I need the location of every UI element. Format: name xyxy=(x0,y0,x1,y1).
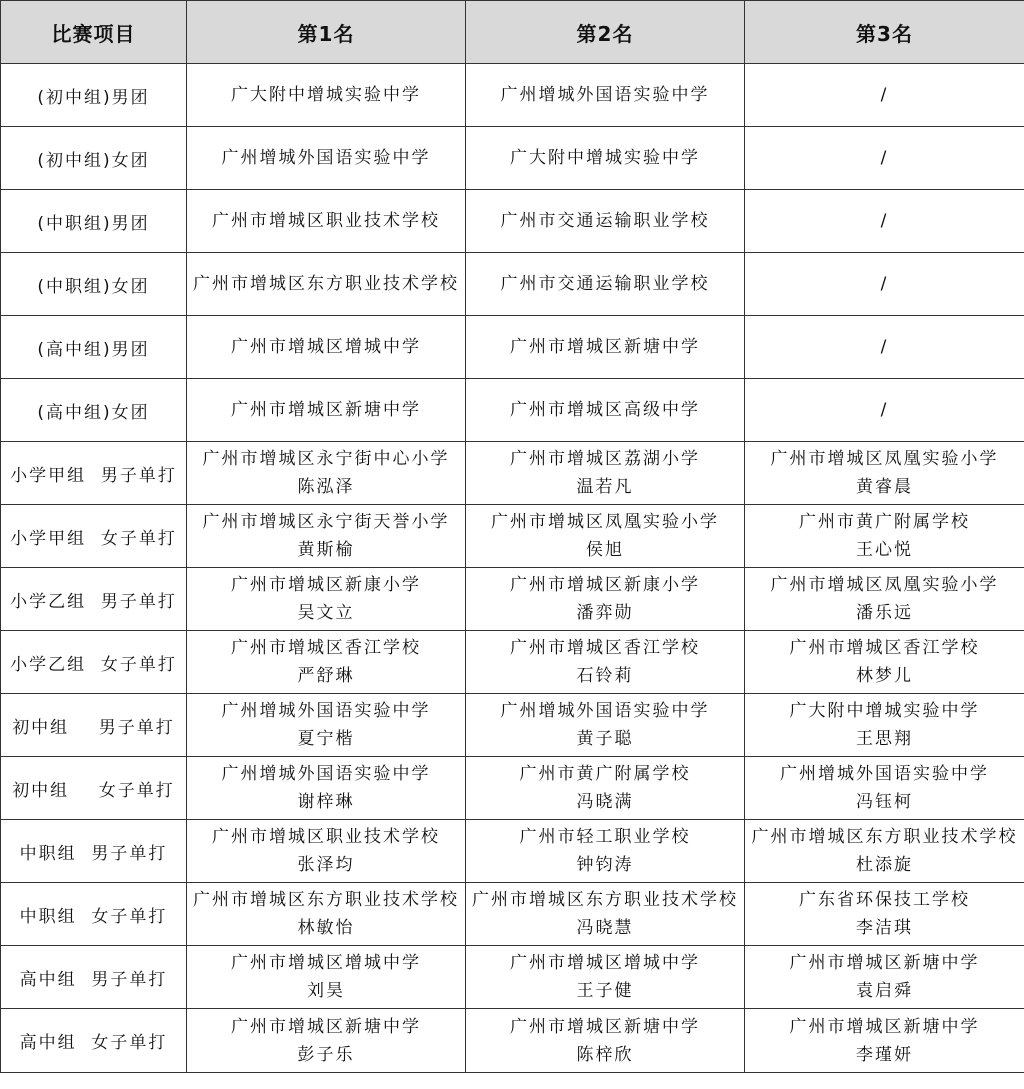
header-row xyxy=(1,1,1024,64)
header-first-place: 第1名 xyxy=(187,1,466,64)
second-place-cell xyxy=(466,316,745,379)
third-place-player: 冯钰柯 xyxy=(856,792,913,812)
third-place-player: 袁启舜 xyxy=(856,981,913,1001)
second-place-school: 广州市增城区新塘中学 xyxy=(510,337,700,357)
second-place-player: 石铃莉 xyxy=(576,666,634,686)
table-row xyxy=(1,442,1024,505)
second-place-school: 广州市交通运输职业学校 xyxy=(500,211,710,231)
table-row xyxy=(1,64,1024,127)
second-place-school: 广州市增城区增城中学 xyxy=(510,953,700,973)
first-place-player: 张泽均 xyxy=(297,855,355,875)
third-place-school: 广大附中增城实验中学 xyxy=(789,701,980,721)
event-cell: 中职组 女子单打 xyxy=(1,883,187,946)
third-place-cell xyxy=(745,190,1024,253)
second-place-player: 冯晓满 xyxy=(576,792,634,812)
third-place-school: 广州市黄广附属学校 xyxy=(799,512,970,532)
table-row xyxy=(1,253,1024,316)
first-place-school: 广州市增城区香江学校 xyxy=(231,638,421,658)
third-place-school: / xyxy=(880,211,889,231)
second-place-cell xyxy=(466,883,745,946)
event-cell: 小学甲组 男子单打 xyxy=(1,442,187,505)
second-place-cell xyxy=(466,505,745,568)
event-cell: (初中组)女团 xyxy=(1,127,187,190)
third-place-cell xyxy=(745,946,1024,1009)
first-place-player: 吴文立 xyxy=(297,603,355,623)
second-place-player: 钟钧涛 xyxy=(576,855,634,875)
first-place-school: 广州市增城区东方职业技术学校 xyxy=(193,890,459,910)
second-place-school: 广州市增城区凤凰实验小学 xyxy=(491,512,719,532)
third-place-cell xyxy=(745,568,1024,631)
first-place-school: 广州市增城区新塘中学 xyxy=(231,1016,421,1037)
third-place-cell xyxy=(745,316,1024,379)
event-cell: (高中组)男团 xyxy=(1,316,187,379)
first-place-school: 广州市增城区职业技术学校 xyxy=(212,827,440,847)
event-cell: 中职组 男子单打 xyxy=(1,820,187,883)
table-row xyxy=(1,316,1024,379)
first-place-cell xyxy=(187,883,466,946)
event-cell: (高中组)女团 xyxy=(1,379,187,442)
first-place-school: 广州市增城区增城中学 xyxy=(231,337,421,357)
event-cell: 小学甲组 女子单打 xyxy=(1,505,187,568)
third-place-cell xyxy=(745,757,1024,820)
first-place-cell xyxy=(187,631,466,694)
second-place-cell xyxy=(466,631,745,694)
second-place-player: 潘弈勋 xyxy=(576,603,634,623)
first-place-player: 林敏怡 xyxy=(297,918,355,938)
first-place-cell xyxy=(187,253,466,316)
third-place-school: 广州市增城区新塘中学 xyxy=(789,1016,980,1037)
table-row xyxy=(1,379,1024,442)
first-place-school: 广州增城外国语实验中学 xyxy=(221,148,431,168)
third-place-school: 广州市增城区香江学校 xyxy=(789,638,980,658)
first-place-player: 夏宁楷 xyxy=(297,729,355,749)
third-place-school: / xyxy=(880,148,889,168)
header-second-place: 第2名 xyxy=(466,1,745,64)
first-place-cell xyxy=(187,505,466,568)
second-place-player: 王子健 xyxy=(576,981,634,1001)
third-place-cell xyxy=(745,127,1024,190)
third-place-cell xyxy=(745,1009,1024,1073)
third-place-school: 广州市增城区东方职业技术学校 xyxy=(751,827,1018,847)
third-place-school: 广州市增城区凤凰实验小学 xyxy=(770,449,999,469)
third-place-school: / xyxy=(880,400,889,420)
event-cell: (中职组)女团 xyxy=(1,253,187,316)
event-cell: 小学乙组 女子单打 xyxy=(1,631,187,694)
table-row xyxy=(1,694,1024,757)
event-cell: 初中组 女子单打 xyxy=(1,757,187,820)
first-place-player: 陈泓泽 xyxy=(297,477,355,497)
second-place-player: 陈梓欣 xyxy=(576,1044,634,1065)
third-place-player: 王心悦 xyxy=(856,540,913,560)
second-place-cell xyxy=(466,442,745,505)
third-place-player: 黄睿晨 xyxy=(856,477,913,497)
table-row xyxy=(1,946,1024,1009)
header-event: 比赛项目 xyxy=(1,1,187,64)
first-place-school: 广州市增城区永宁街中心小学 xyxy=(202,449,450,469)
first-place-school: 广大附中增城实验中学 xyxy=(231,85,421,105)
third-place-cell xyxy=(745,883,1024,946)
third-place-cell xyxy=(745,64,1024,127)
third-place-school: / xyxy=(880,337,889,357)
first-place-school: 广州市增城区职业技术学校 xyxy=(212,211,440,231)
first-place-school: 广州市增城区新塘中学 xyxy=(231,400,421,420)
header-third-place: 第3名 xyxy=(745,1,1024,64)
event-cell: 高中组 女子单打 xyxy=(1,1009,187,1073)
table-row xyxy=(1,190,1024,253)
first-place-cell xyxy=(187,757,466,820)
second-place-school: 广州市黄广附属学校 xyxy=(519,764,691,784)
first-place-school: 广州增城外国语实验中学 xyxy=(221,701,431,721)
first-place-cell xyxy=(187,127,466,190)
second-place-cell xyxy=(466,820,745,883)
third-place-player: 李瑾妍 xyxy=(856,1044,913,1065)
second-place-school: 广州市增城区新塘中学 xyxy=(510,1016,700,1037)
first-place-player: 刘昊 xyxy=(307,981,345,1001)
second-place-cell xyxy=(466,568,745,631)
third-place-cell xyxy=(745,253,1024,316)
table-row xyxy=(1,505,1024,568)
third-place-player: 林梦儿 xyxy=(856,666,913,686)
third-place-school: / xyxy=(880,85,889,105)
first-place-player: 黄斯榆 xyxy=(297,540,355,560)
second-place-cell xyxy=(466,64,745,127)
third-place-cell xyxy=(745,694,1024,757)
second-place-school: 广州市增城区高级中学 xyxy=(510,400,700,420)
event-cell: 小学乙组 男子单打 xyxy=(1,568,187,631)
second-place-school: 广州市轻工职业学校 xyxy=(519,827,691,847)
third-place-player: 潘乐远 xyxy=(856,603,913,623)
third-place-player: 王思翔 xyxy=(856,729,913,749)
third-place-cell xyxy=(745,505,1024,568)
third-place-school: / xyxy=(880,274,889,294)
first-place-cell xyxy=(187,568,466,631)
second-place-cell xyxy=(466,757,745,820)
third-place-player: 杜添旋 xyxy=(856,855,913,875)
table-row xyxy=(1,820,1024,883)
second-place-school: 广州增城外国语实验中学 xyxy=(500,701,710,721)
first-place-school: 广州市增城区增城中学 xyxy=(231,953,421,973)
first-place-school: 广州市增城区永宁街天誉小学 xyxy=(202,512,450,532)
second-place-cell xyxy=(466,253,745,316)
third-place-school: 广州市增城区凤凰实验小学 xyxy=(770,575,999,595)
first-place-player: 谢梓琳 xyxy=(297,792,355,812)
first-place-cell xyxy=(187,190,466,253)
first-place-cell xyxy=(187,946,466,1009)
second-place-school: 广州市增城区东方职业技术学校 xyxy=(472,890,738,910)
third-place-school: 广州市增城区新塘中学 xyxy=(789,953,980,973)
table-row xyxy=(1,757,1024,820)
second-place-player: 侯旭 xyxy=(586,540,624,560)
table-row xyxy=(1,631,1024,694)
third-place-school: 广东省环保技工学校 xyxy=(799,890,970,910)
third-place-player: 李洁琪 xyxy=(856,918,913,938)
second-place-cell xyxy=(466,694,745,757)
event-cell: 初中组 男子单打 xyxy=(1,694,187,757)
first-place-cell xyxy=(187,316,466,379)
first-place-cell xyxy=(187,694,466,757)
first-place-school: 广州市增城区新康小学 xyxy=(231,575,421,595)
third-place-cell xyxy=(745,379,1024,442)
second-place-school: 广州市增城区荔湖小学 xyxy=(510,449,700,469)
table-row xyxy=(1,568,1024,631)
second-place-cell xyxy=(466,190,745,253)
second-place-cell xyxy=(466,946,745,1009)
table-row xyxy=(1,883,1024,946)
second-place-school: 广州市交通运输职业学校 xyxy=(500,274,710,294)
second-place-cell xyxy=(466,1009,745,1073)
second-place-player: 温若凡 xyxy=(576,477,634,497)
first-place-school: 广州增城外国语实验中学 xyxy=(221,764,431,784)
first-place-cell xyxy=(187,379,466,442)
event-cell: (初中组)男团 xyxy=(1,64,187,127)
second-place-cell xyxy=(466,127,745,190)
first-place-player: 严舒琳 xyxy=(297,666,355,686)
second-place-school: 广大附中增城实验中学 xyxy=(510,148,700,168)
second-place-player: 冯晓慧 xyxy=(576,918,634,938)
results-body xyxy=(1,64,1024,1073)
third-place-school: 广州增城外国语实验中学 xyxy=(780,764,989,784)
third-place-cell xyxy=(745,442,1024,505)
first-place-school: 广州市增城区东方职业技术学校 xyxy=(193,274,459,294)
event-cell: (中职组)男团 xyxy=(1,190,187,253)
table-row xyxy=(1,1009,1024,1073)
second-place-school: 广州增城外国语实验中学 xyxy=(500,85,710,105)
first-place-cell xyxy=(187,1009,466,1073)
third-place-cell xyxy=(745,631,1024,694)
first-place-player: 彭子乐 xyxy=(297,1044,355,1065)
event-cell: 高中组 男子单打 xyxy=(1,946,187,1009)
first-place-cell xyxy=(187,820,466,883)
second-place-school: 广州市增城区新康小学 xyxy=(510,575,700,595)
second-place-player: 黄子聪 xyxy=(576,729,634,749)
second-place-school: 广州市增城区香江学校 xyxy=(510,638,700,658)
third-place-cell xyxy=(745,820,1024,883)
second-place-cell xyxy=(466,379,745,442)
first-place-cell xyxy=(187,64,466,127)
table-row xyxy=(1,127,1024,190)
first-place-cell xyxy=(187,442,466,505)
